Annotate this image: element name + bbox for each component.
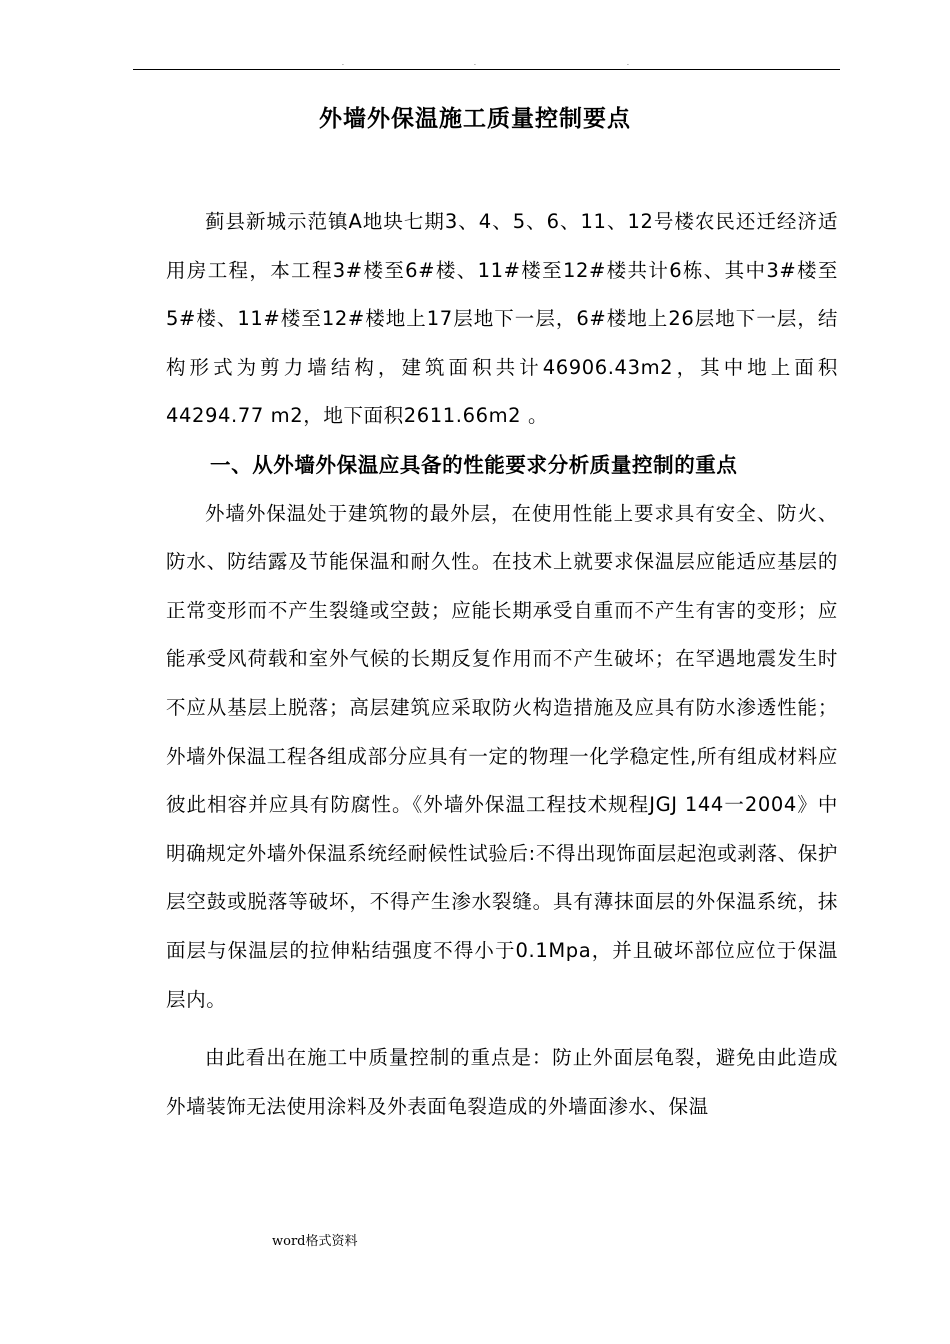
body-paragraph: 由此看出在施工中质量控制的重点是：防止外面层龟裂，避免由此造成外墙装饰无法使用涂料及外表面龟裂造成的外墙面渗水、保温 (166, 1046, 838, 1118)
header-rule (133, 69, 840, 70)
header-dot: · (474, 62, 476, 69)
document-body (166, 198, 838, 1131)
intro-paragraph: 蓟县新城示范镇A地块七期3、4、5、6、11、12号楼农民还迁经济适用房工程，本工程3#楼至6#楼、11#楼至12#楼共计6栋、其中3#楼至5#楼、11#楼至12#楼地上17层地下一层，6#楼地上26层地下一层，结构形式为剪力墙结构，建筑面积共计46906.43m2，其中地上面积 44294.77 m2，地下面积2611.66m2 。 (166, 210, 838, 428)
body-paragraph: 外墙外保温处于建筑物的最外层，在使用性能上要求具有安全、防火、防水、防结露及节能保温和耐久性。在技术上就要求保温层应能适应基层的正常变形而不产生裂缝或空鼓；应能长期承受自重而不产生有害的变形；应能承受风荷载和室外气候的长期反复作用而不产生破坏；在罕遇地震发生时不应从基层上脱落；高层建筑应采取防火构造措施及应具有防水渗透性能；外墙外保温工程各组成部分应具有一定的物理一化学稳定性,所有组成材料应彼此相容并应具有防腐性。《外墙外保温工程技术规程JGJ 144一2004》中明确规定外墙外保温系统经耐候性试验后:不得出现饰面层起泡或剥落、保护层空鼓或脱落等破坏，不得产生渗水裂缝。具有薄抹面层的外保温系统，抹面层与保温层的拉伸粘结强度不得小于0.1Mpa，并且破坏部位应位于保温层内。 (166, 501, 838, 1011)
header-dot: · (342, 62, 344, 69)
footer-text: word格式资料 (272, 1234, 358, 1249)
header-dot: · (627, 62, 629, 69)
document-title: 外墙外保温施工质量控制要点 (319, 105, 631, 132)
section-heading: 一、从外墙外保温应具备的性能要求分析质量控制的重点 (210, 452, 738, 477)
